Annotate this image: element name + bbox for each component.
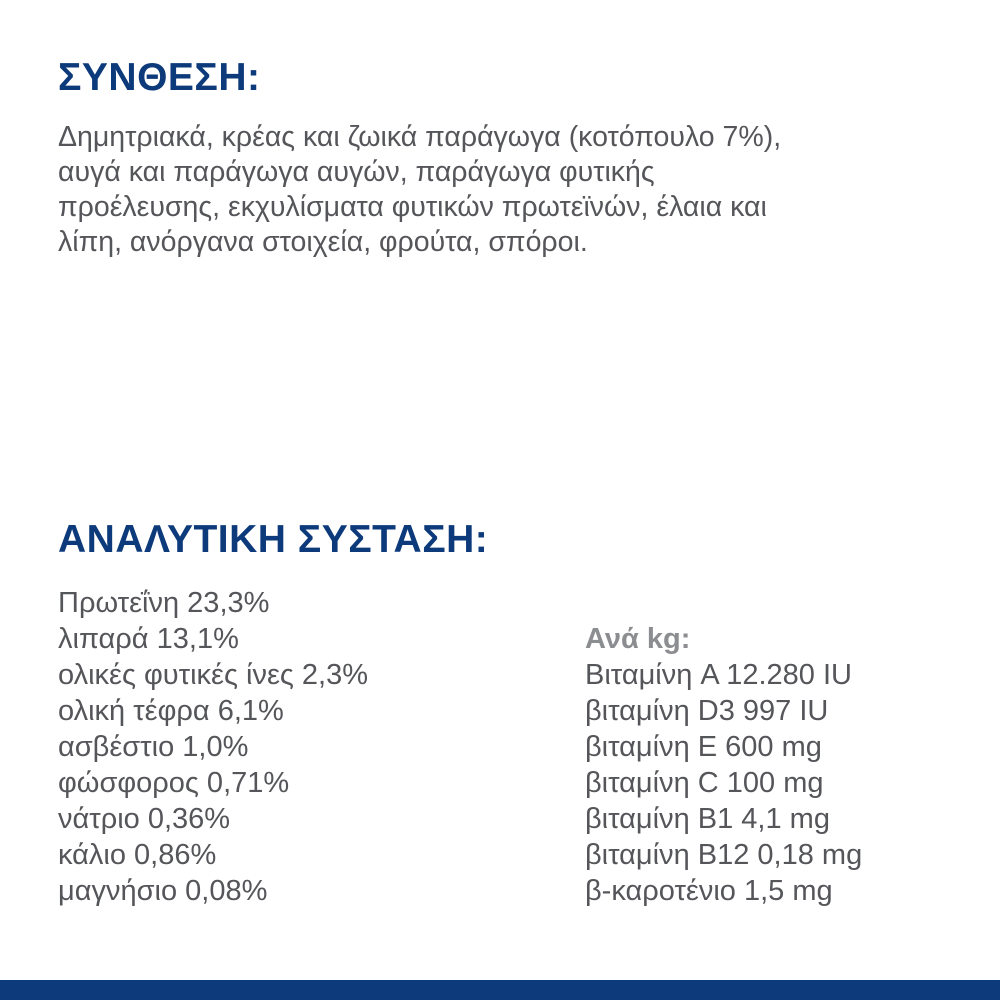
nutrient-item: ολικές φυτικές ίνες 2,3% (58, 659, 369, 691)
nutrient-item: κάλιο 0,86% (58, 839, 217, 871)
composition-line: λίπη, ανόργανα στοιχεία, φρούτα, σπόροι. (58, 226, 588, 258)
composition-line: Δημητριακά, κρέας και ζωικά παράγωγα (κοτόπουλο 7%), (58, 121, 782, 153)
nutrient-item: ολική τέφρα 6,1% (58, 695, 284, 727)
vitamin-list (585, 657, 862, 909)
nutrient-item: φώσφορος 0,71% (58, 767, 290, 799)
nutrient-item: λιπαρά 13,1% (58, 623, 239, 655)
vitamin-item: βιταμίνη B12 0,18 mg (585, 839, 863, 871)
composition-line: αυγά και παράγωγα αυγών, παράγωγα φυτικής (58, 156, 655, 188)
vitamin-item: βιταμίνη C 100 mg (585, 767, 824, 799)
composition-text (58, 120, 978, 260)
vitamin-item: β-καροτένιο 1,5 mg (585, 875, 833, 907)
composition-heading: ΣΥΝΘΕΣΗ: (58, 56, 261, 99)
nutrient-item: Πρωτεΐνη 23,3% (58, 587, 270, 619)
nutrient-list (58, 585, 368, 909)
nutrient-item: νάτριο 0,36% (58, 803, 231, 835)
nutrient-item: ασβέστιο 1,0% (58, 731, 249, 763)
analytical-composition-heading: ΑΝΑΛΥΤΙΚΗ ΣΥΣΤΑΣΗ: (58, 518, 489, 561)
composition-line: προέλευσης, εκχυλίσματα φυτικών πρωτεϊνών, έλαια και (58, 191, 767, 223)
per-kg-label: Ανά kg: (585, 623, 691, 655)
nutrient-item: μαγνήσιο 0,08% (58, 875, 268, 907)
vitamin-item: Βιταμίνη A 12.280 IU (585, 659, 852, 691)
footer-bar (0, 980, 1000, 1000)
vitamin-item: βιταμίνη D3 997 IU (585, 695, 829, 727)
vitamin-item: βιταμίνη E 600 mg (585, 731, 822, 763)
vitamin-item: βιταμίνη B1 4,1 mg (585, 803, 830, 835)
vitamin-block (585, 621, 862, 909)
